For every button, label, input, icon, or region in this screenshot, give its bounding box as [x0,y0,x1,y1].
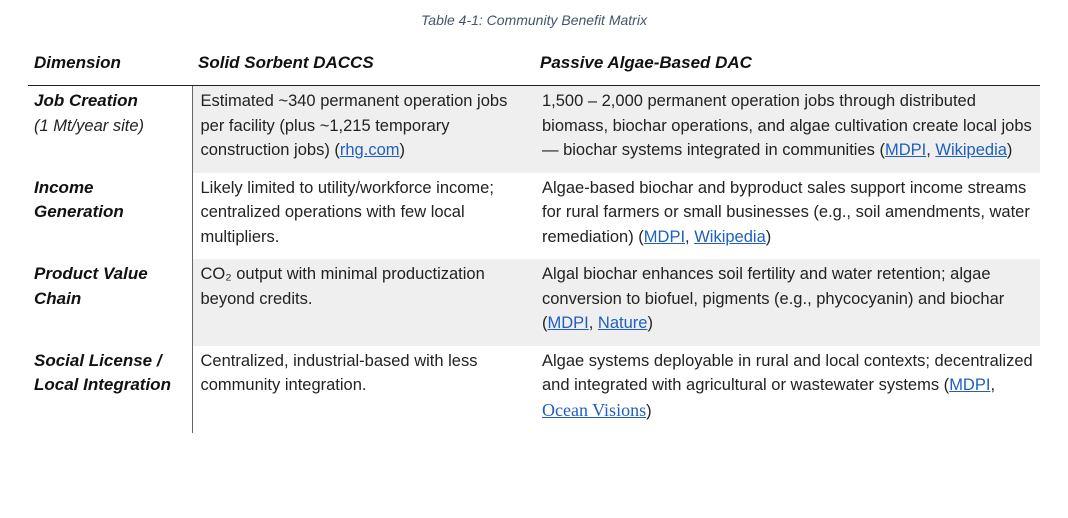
solid-sorbent-cell [192,173,534,260]
header-solid-sorbent: Solid Sorbent DACCS [192,44,534,86]
cell-text: 1,500 – 2,000 permanent operation jobs through distributed biomass, biochar operations, and algae cultivation create local jobs — biochar systems integrated in communities ( [542,92,1032,159]
dimension-name: Social License / Local Integration [34,350,171,394]
link-ocean-visions[interactable]: Ocean Visions [542,399,647,420]
table-row-social-license [28,346,1040,434]
dimension-cell [28,173,192,260]
table-row-product-value-chain [28,259,1040,346]
table-caption: Table 4-1: Community Benefit Matrix [421,12,647,28]
table-row-job-creation [28,86,1040,173]
table-header-row [28,44,1040,86]
solid-sorbent-cell [192,346,534,434]
cell-text-end: ) [1006,141,1013,159]
link-rhg[interactable]: rhg.com [339,141,400,159]
algae-dac-cell [534,346,1040,434]
cell-text: Estimated ~340 permanent operation jobs per facility (plus ~1,215 temporary construction jobs) ( [200,92,508,159]
cell-text: Algal biochar enhances soil fertility and water retention; algae conversion to biofuel, pigments (e.g., phycocyanin) and biochar ( [542,265,1005,332]
link-nature[interactable]: Nature [597,314,648,332]
cell-text-end: ) [399,141,405,159]
link-separator: , [588,314,598,332]
cell-text: Likely limited to utility/workforce income; centralized operations with few local multipliers. [200,178,494,246]
link-mdpi[interactable]: MDPI [949,376,991,394]
cell-text-end: ) [647,314,653,332]
cell-text: Algae systems deployable in rural and local contexts; decentralized and integrated with agricultural or wastewater systems ( [542,351,1033,394]
algae-dac-cell [534,259,1040,346]
header-algae-dac: Passive Algae-Based DAC [534,44,1040,86]
table-row-income-generation [28,173,1040,260]
cell-text: CO₂ output with minimal productization beyond credits. [200,265,485,308]
link-separator: , [926,141,936,159]
link-wikipedia[interactable]: Wikipedia [694,227,766,246]
dimension-subtitle: (1 Mt/year site) [34,116,145,135]
cell-text: Centralized, industrial-based with less community integration. [200,351,478,394]
algae-dac-cell [534,86,1040,173]
link-mdpi[interactable]: MDPI [547,314,589,332]
solid-sorbent-cell [192,86,534,173]
cell-text-end: ) [646,401,652,420]
dimension-name: Product Value Chain [34,264,148,308]
dimension-cell [28,86,192,173]
dimension-cell [28,346,192,434]
header-dimension: Dimension [28,44,192,86]
cell-text: Algae-based biochar and byproduct sales support income streams for rural farmers or small businesses (e.g., soil amendments, water remediation) ( [542,178,1030,246]
link-separator: , [990,376,996,394]
link-mdpi[interactable]: MDPI [643,227,686,246]
solid-sorbent-cell [192,259,534,346]
dimension-name: Job Creation [34,91,138,110]
link-wikipedia[interactable]: Wikipedia [935,141,1007,159]
dimension-name: Income Generation [34,177,124,221]
link-mdpi[interactable]: MDPI [884,141,927,159]
dimension-cell [28,259,192,346]
cell-text-end: ) [765,227,772,246]
link-separator: , [685,227,695,246]
community-benefit-table [28,44,1040,433]
algae-dac-cell [534,173,1040,260]
